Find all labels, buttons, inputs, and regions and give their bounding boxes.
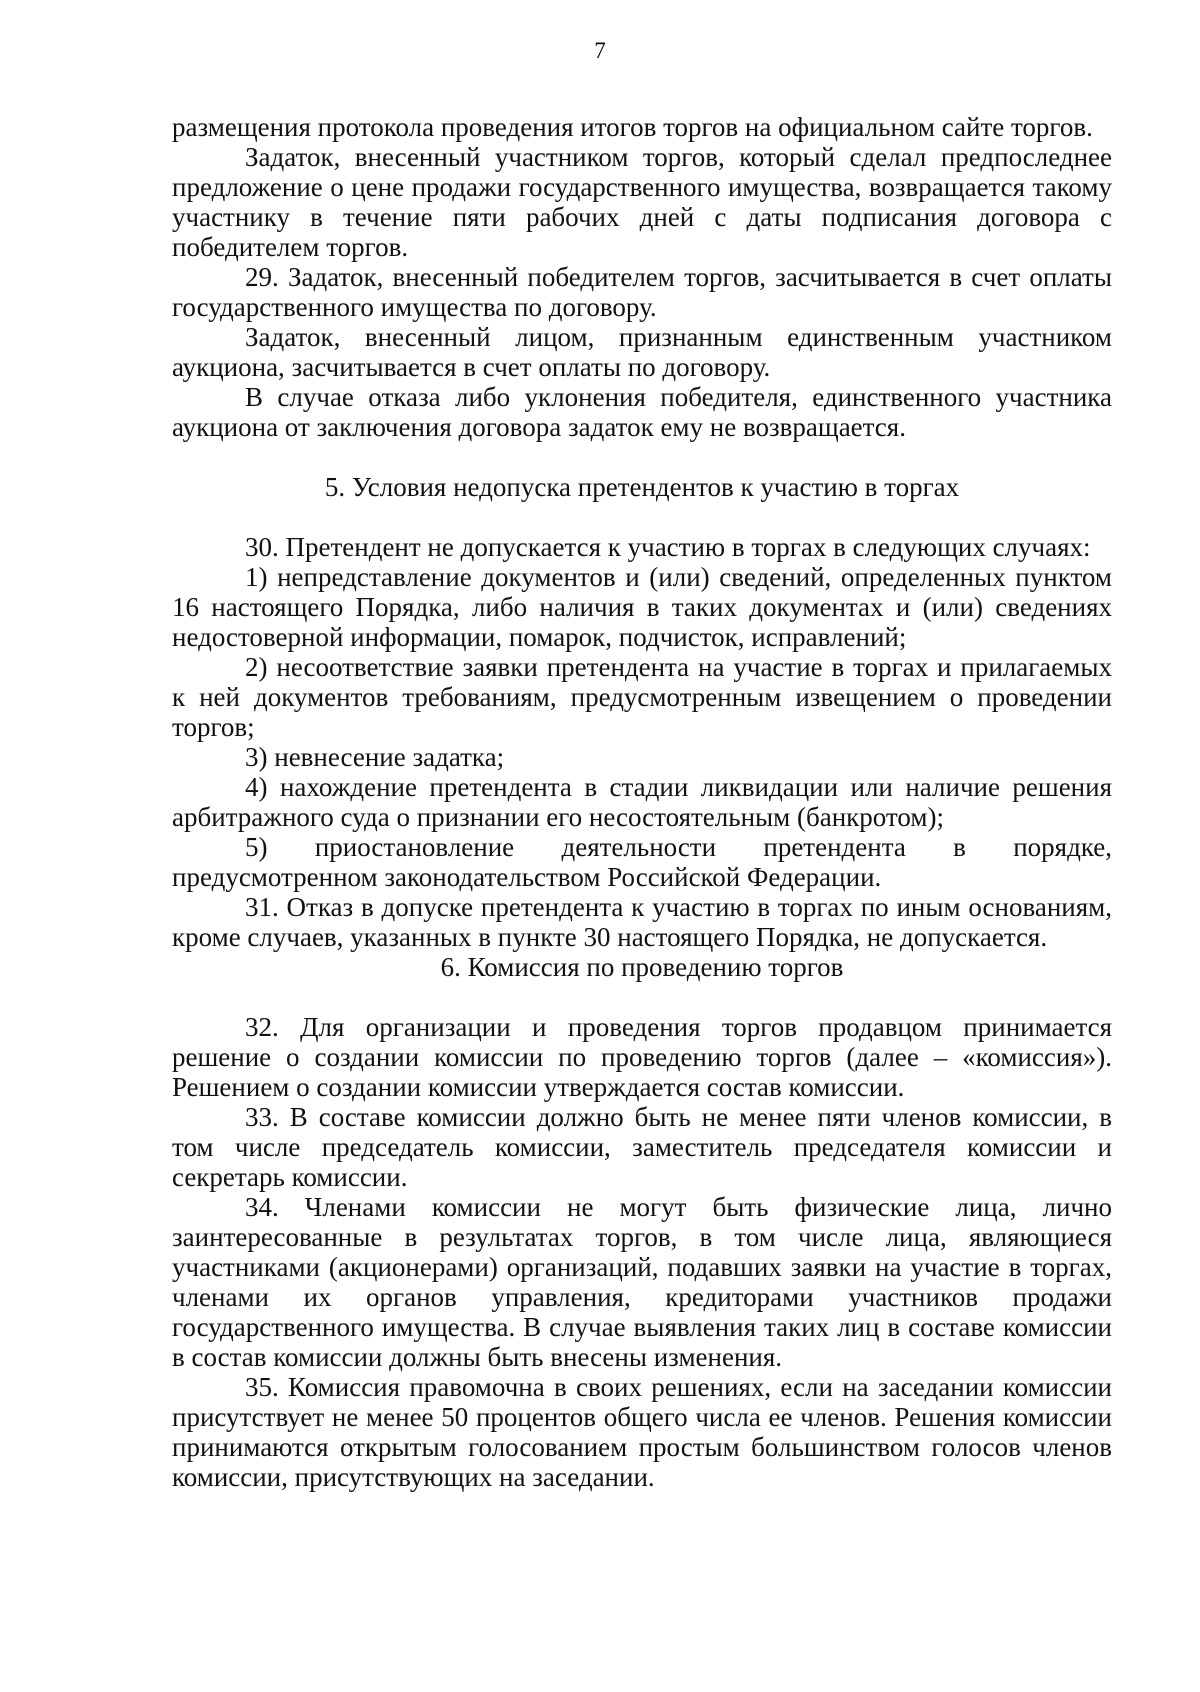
paragraph-32: 32. Для организации и проведения торгов продавцом принимается решение о создании комиссии по проведению торгов (далее – «комиссия»). Решением о создании комиссии утверждается состав комиссии. <box>172 1012 1112 1102</box>
paragraph-31: 31. Отказ в допуске претендента к участию в торгах по иным основаниям, кроме случаев, указанных в пункте 30 настоящего Порядка, не допускается. <box>172 892 1112 952</box>
paragraph-30-item-5: 5) приостановление деятельности претендента в порядке, предусмотренном законодательством Российской Федерации. <box>172 832 1112 892</box>
document-body <box>172 112 1112 1492</box>
paragraph-34: 34. Членами комиссии не могут быть физические лица, лично заинтересованные в результатах торгов, в том числе лица, являющиеся участниками (акционерами) организаций, подавших заявки на участие в торгах, членами их органов управления, кредиторами участников продажи государственного имущества. В случае выявления таких лиц в составе комиссии в состав комиссии должны быть внесены изменения. <box>172 1192 1112 1372</box>
paragraph-30-item-2: 2) несоответствие заявки претендента на участие в торгах и прилагаемых к ней документов требованиям, предусмотренным извещением о проведении торгов; <box>172 652 1112 742</box>
paragraph-continuation: размещения протокола проведения итогов торгов на официальном сайте торгов. <box>172 112 1093 142</box>
paragraph-33: 33. В составе комиссии должно быть не менее пяти членов комиссии, в том числе председатель комиссии, заместитель председателя комиссии и секретарь комиссии. <box>172 1102 1112 1192</box>
paragraph-30-item-3: 3) невнесение задатка; <box>245 742 505 772</box>
paragraph-30-item-4: 4) нахождение претендента в стадии ликвидации или наличие решения арбитражного суда о признании его несостоятельным (банкротом); <box>172 772 1112 832</box>
paragraph-35: 35. Комиссия правомочна в своих решениях, если на заседании комиссии присутствует не менее 50 процентов общего числа ее членов. Решения комиссии принимаются открытым голосованием простым большинством голосов членов комиссии, присутствующих на заседании. <box>172 1372 1112 1492</box>
page-number: 7 <box>594 38 606 63</box>
section-5-heading: 5. Условия недопуска претендентов к участию в торгах <box>324 472 960 502</box>
paragraph-deposit-return: Задаток, внесенный участником торгов, который сделал предпоследнее предложение о цене продажи государственного имущества, возвращается такому участнику в течение пяти рабочих дней с даты подписания договора с победителем торгов. <box>172 142 1112 262</box>
paragraph-30: 30. Претендент не допускается к участию в торгах в следующих случаях: <box>245 532 1091 562</box>
paragraph-29: 29. Задаток, внесенный победителем торгов, засчитывается в счет оплаты государственного имущества по договору. <box>172 262 1112 322</box>
paragraph-deposit-refusal: В случае отказа либо уклонения победителя, единственного участника аукциона от заключения договора задаток ему не возвращается. <box>172 382 1112 442</box>
section-6-heading: 6. Комиссия по проведению торгов <box>440 952 844 982</box>
paragraph-30-item-1: 1) непредставление документов и (или) сведений, определенных пунктом 16 настоящего Порядка, либо наличия в таких документах и (или) сведениях недостоверной информации, помарок, подчисток, исправлений; <box>172 562 1112 652</box>
paragraph-deposit-single-participant: Задаток, внесенный лицом, признанным единственным участником аукциона, засчитывается в счет оплаты по договору. <box>172 322 1112 382</box>
